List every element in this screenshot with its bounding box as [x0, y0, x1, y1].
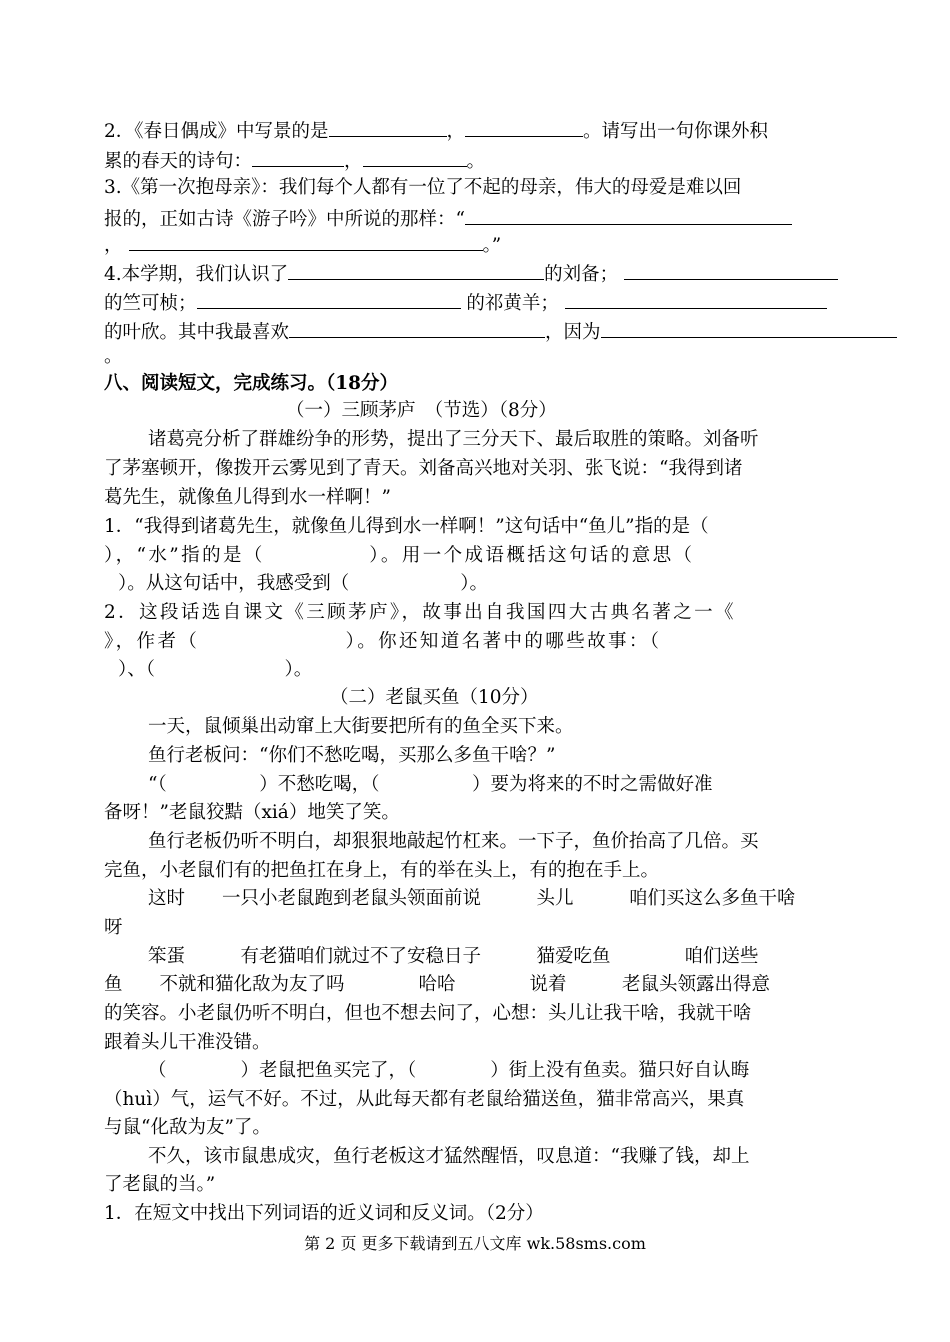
passage-2-text: 了老鼠的当。” [104, 1174, 216, 1195]
answer-blank[interactable] [252, 146, 344, 167]
passage-1-text: 葛先生，就像鱼儿得到水一样啊！” [104, 487, 391, 508]
q4-line-2: 的竺可桢； 的祁黄羊； [104, 288, 870, 317]
q4-line-1: 4.本学期，我们认识了 的刘备； [104, 259, 870, 288]
section-heading: 八、阅读短文，完成练习。（18分） [104, 373, 398, 394]
passage-1-question-1: ）。从这句话中，我感受到（ ）。 [118, 573, 489, 594]
answer-blank[interactable] [465, 116, 583, 137]
passage-2-title: （二）老鼠买鱼（10分） [330, 687, 539, 708]
passage-1-title: （一）三顾茅庐 （节选）（8分） [286, 400, 557, 421]
passage-2-text: 鱼行老板仍听不明白，却狠狠地敲起竹杠来。一下子，鱼价抬高了几倍。买 [148, 831, 759, 852]
q3-line-1: 3.《第一次抱母亲》：我们每个人都有一位了不起的母亲，伟大的母爱是难以回 [104, 177, 742, 198]
passage-1-question-2: 》，作者（ ）。你还知道名著中的哪些故事：（ [104, 631, 662, 652]
answer-blank[interactable] [129, 230, 483, 251]
passage-2-text: 鱼行老板问：“你们不愁吃喝，买那么多鱼干啥？” [148, 745, 556, 766]
passage-2-text: 一天，鼠倾巢出动窜上大街要把所有的鱼全买下来。 [148, 716, 574, 737]
passage-2-text: （huì）气，运气不好。不过，从此每天都有老鼠给猫送鱼，猫非常高兴，果真 [104, 1089, 745, 1110]
passage-2-text: 完鱼，小老鼠们有的把鱼扛在身上，有的举在头上，有的抱在手上。 [104, 860, 660, 881]
passage-2-text: 备呀！”老鼠狡黠（xiá）地笑了笑。 [104, 802, 400, 823]
passage-2-text: （ ）老鼠把鱼买完了，（ ）街上没有鱼卖。猫只好自认晦 [148, 1060, 750, 1081]
q2-line-2: 累的春天的诗句： ， 。 [104, 146, 870, 175]
answer-blank[interactable] [289, 317, 545, 338]
passage-2-text: 跟着头儿干准没错。 [104, 1032, 271, 1053]
passage-2-text: 不久，该市鼠患成灾，鱼行老板这才猛然醒悟，叹息道：“我赚了钱，却上 [148, 1146, 750, 1167]
answer-blank[interactable] [601, 317, 897, 338]
passage-2-text: 与鼠“化敌为友”了。 [104, 1117, 271, 1138]
passage-2-text: 鱼 不就和猫化敌为友了吗 哈哈 说着 老鼠头领露出得意 [104, 974, 771, 995]
passage-1-question-1: ），“水”指的是（ ）。用一个成语概括这句话的意思（ [104, 545, 695, 566]
passage-2-text: 呀 [104, 917, 123, 938]
answer-blank[interactable] [197, 288, 461, 309]
passage-2-text: 的笑容。小老鼠仍听不明白，但也不想去问了，心想：头儿让我干啥，我就干啥 [104, 1003, 752, 1024]
q3-line-3: ， 。” [104, 230, 870, 259]
passage-2-text: 这时 一只小老鼠跑到老鼠头领面前说 头儿 咱们买这么多鱼干啥 [148, 888, 796, 909]
q2-line-1: 2．《春日偶成》中写景的是 ， 。请写出一句你课外积 [104, 116, 870, 145]
answer-blank[interactable] [624, 259, 838, 280]
page-footer: 第 2 页 更多下载请到五八文库 wk.58sms.com [304, 1234, 646, 1253]
answer-blank[interactable] [565, 288, 827, 309]
passage-1-question-2: ）、（ ）。 [118, 659, 313, 680]
answer-blank[interactable] [363, 146, 467, 167]
passage-1-question-2: 2．这段话选自课文《三顾茅庐》，故事出自我国四大古典名著之一《 [104, 602, 736, 623]
answer-blank[interactable] [329, 116, 447, 137]
passage-1-text: 了茅塞顿开，像拨开云雾见到了青天。刘备高兴地对关羽、张飞说：“我得到诸 [104, 458, 743, 479]
q4-line-4: 。 [104, 346, 123, 367]
passage-2-question-1: 1．在短文中找出下列词语的近义词和反义词。（2分） [104, 1203, 544, 1224]
passage-2-text: “（ ）不愁吃喝，（ ）要为将来的不时之需做好准 [148, 774, 713, 795]
passage-1-question-1: 1．“我得到诸葛先生，就像鱼儿得到水一样啊！”这句话中“鱼儿”指的是（ [104, 516, 709, 537]
passage-1-text: 诸葛亮分析了群雄纷争的形势，提出了三分天下、最后取胜的策略。刘备听 [148, 429, 759, 450]
passage-2-text: 笨蛋 有老猫咱们就过不了安稳日子 猫爱吃鱼 咱们送些 [148, 946, 759, 967]
q4-line-3: 的叶欣。其中我最喜欢 ，因为 [104, 317, 950, 346]
answer-blank[interactable] [288, 259, 544, 280]
q3-line-2: 报的，正如古诗《游子吟》中所说的那样：“ [104, 204, 870, 233]
answer-blank[interactable] [465, 204, 792, 225]
